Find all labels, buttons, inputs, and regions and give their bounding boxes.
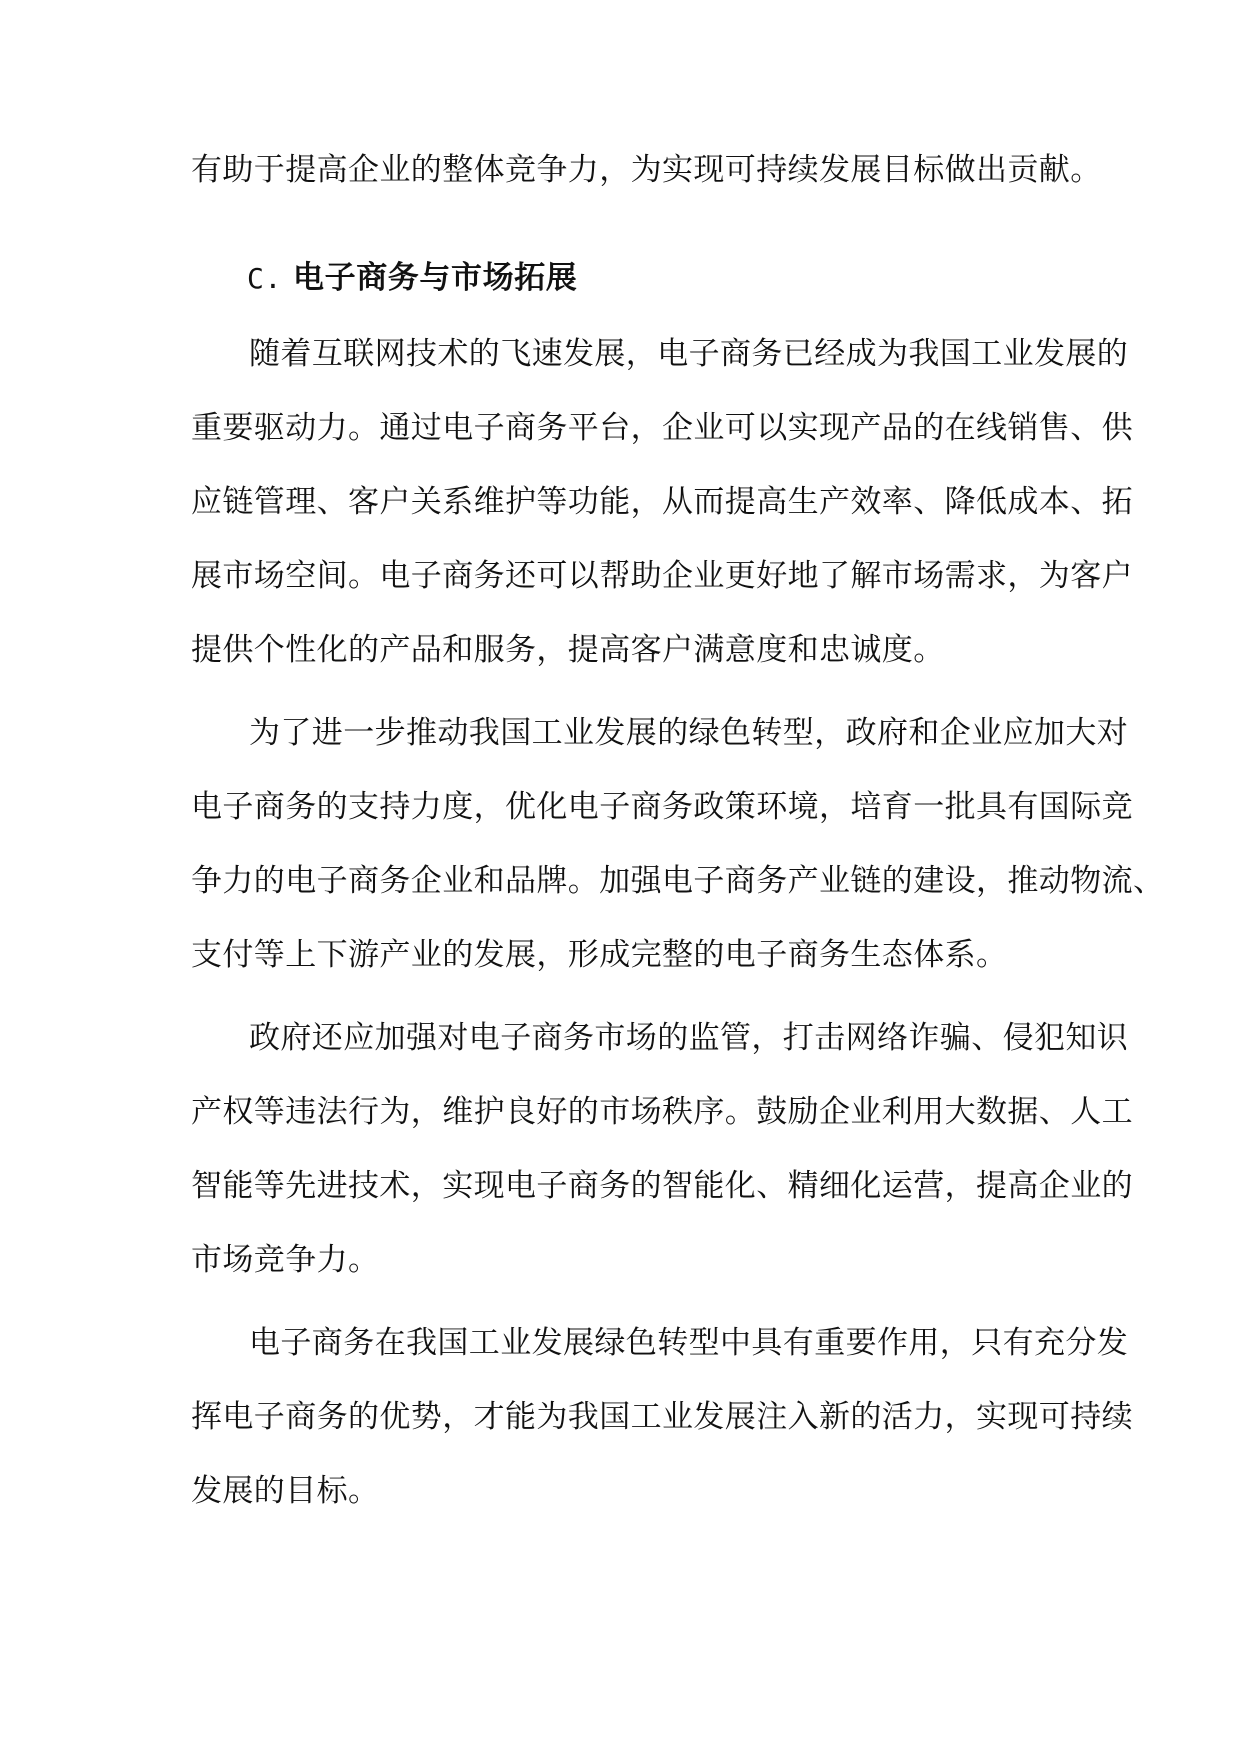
- paragraph-line: 争力的电子商务企业和品牌。加强电子商务产业链的建设，推动物流、: [191, 863, 1165, 899]
- paragraph-line: 产权等违法行为，维护良好的市场秩序。鼓励企业利用大数据、人工: [191, 1094, 1133, 1130]
- section-title: 电子商务与市场拓展: [293, 260, 578, 296]
- paragraph-line: 市场竞争力。: [191, 1242, 380, 1278]
- paragraph-line: 提供个性化的产品和服务，提高客户满意度和忠诚度。: [191, 632, 945, 668]
- paragraph-line: 挥电子商务的优势，才能为我国工业发展注入新的活力，实现可持续: [191, 1399, 1133, 1435]
- paragraph-line: 电子商务的支持力度，优化电子商务政策环境，培育一批具有国际竞: [191, 789, 1133, 825]
- section-heading: [247, 258, 577, 299]
- paragraph-line: 应链管理、客户关系维护等功能，从而提高生产效率、降低成本、拓: [191, 484, 1133, 520]
- paragraph-line: 政府还应加强对电子商务市场的监管，打击网络诈骗、侵犯知识: [249, 1020, 1129, 1056]
- paragraph-line: 为了进一步推动我国工业发展的绿色转型，政府和企业应加大对: [249, 715, 1129, 751]
- paragraph-line: 支付等上下游产业的发展，形成完整的电子商务生态体系。: [191, 937, 1008, 973]
- paragraph-line: 智能等先进技术，实现电子商务的智能化、精细化运营，提高企业的: [191, 1168, 1133, 1204]
- lead-line: 有助于提高企业的整体竞争力，为实现可持续发展目标做出贡献。: [191, 152, 1102, 188]
- paragraph-line: 随着互联网技术的飞速发展，电子商务已经成为我国工业发展的: [249, 336, 1129, 372]
- section-number: C.: [247, 262, 282, 295]
- paragraph-line: 重要驱动力。通过电子商务平台，企业可以实现产品的在线销售、供: [191, 410, 1133, 446]
- paragraph-line: 电子商务在我国工业发展绿色转型中具有重要作用，只有充分发: [249, 1325, 1129, 1361]
- paragraph-line: 展市场空间。电子商务还可以帮助企业更好地了解市场需求，为客户: [191, 558, 1133, 594]
- paragraph-line: 发展的目标。: [191, 1473, 380, 1509]
